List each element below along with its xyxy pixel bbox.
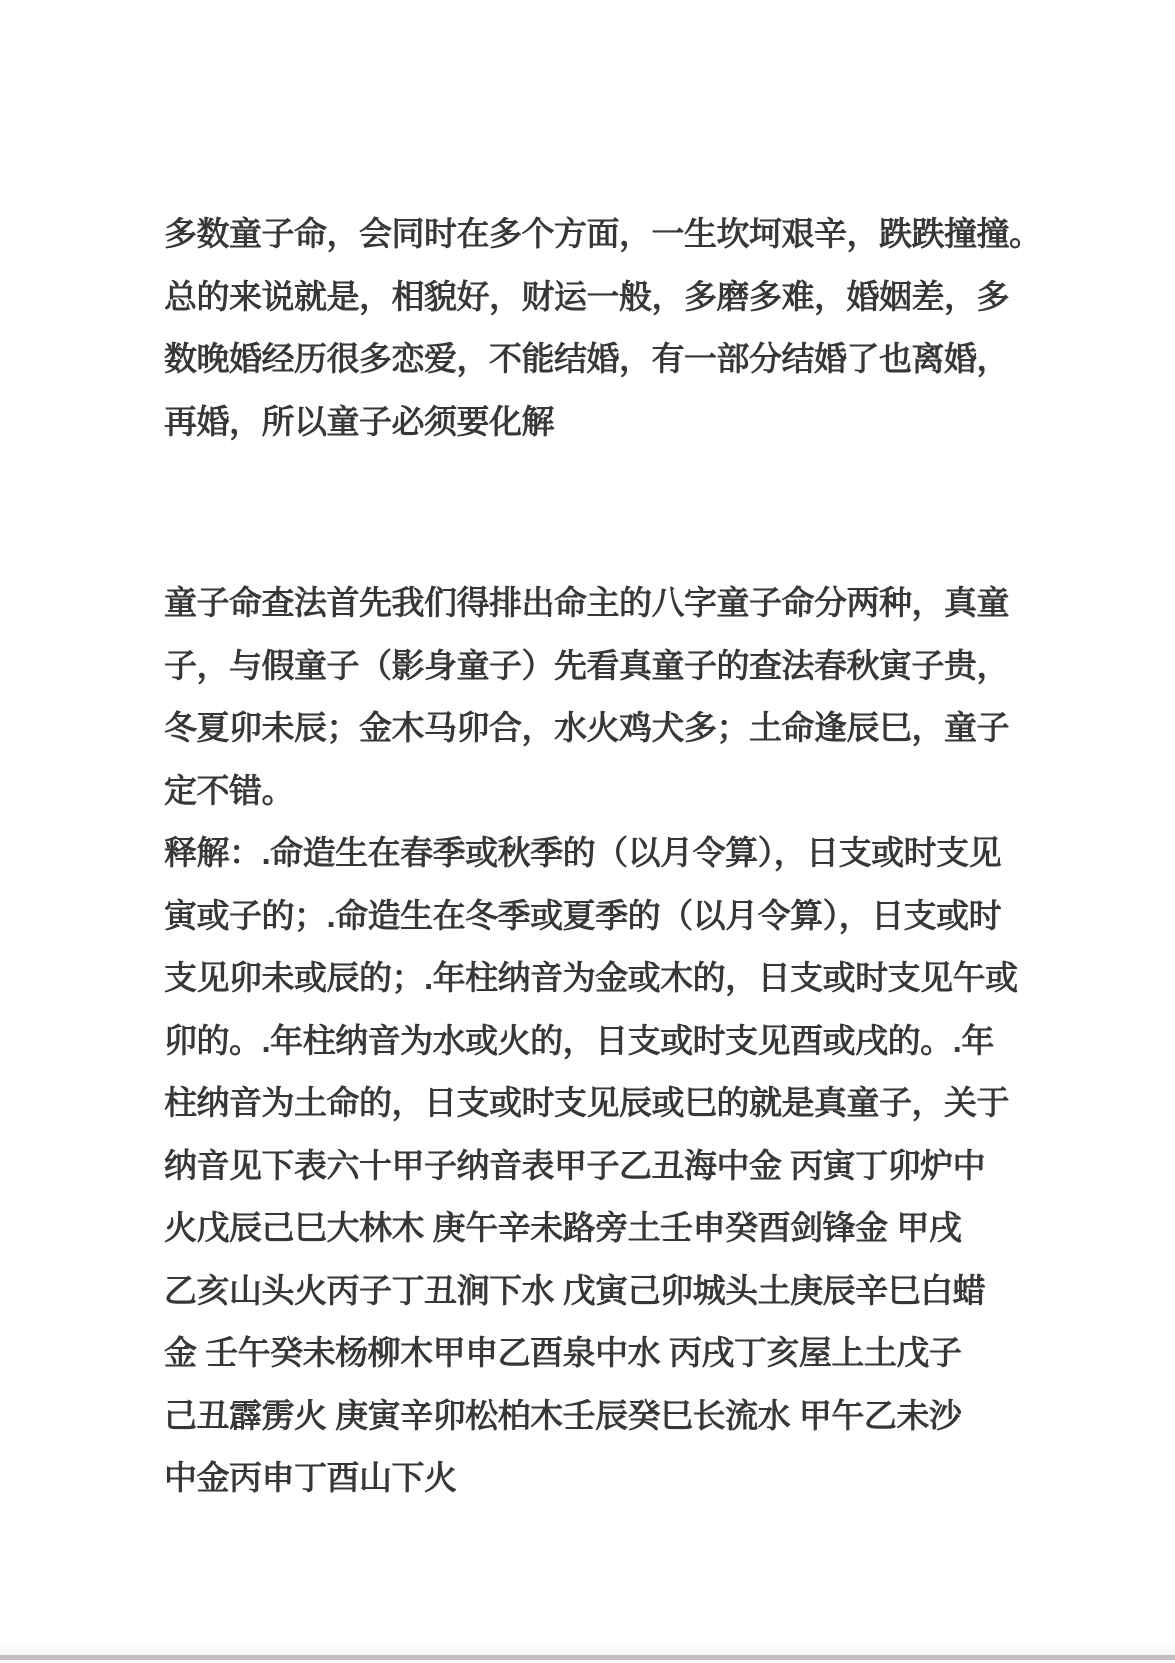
text-line: 纳音见下表六十甲子纳音表甲子乙丑海中金 丙寅丁卯炉中 [164,1146,986,1184]
text-line: 冬夏卯未辰；金木马卯合，水火鸡犬多；土命逢辰巳，童子 [164,709,1009,746]
text-line: 中金丙申丁酉山下火 [164,1459,457,1496]
paragraph-check-method [164,572,1044,822]
text-line: 火戊辰己巳大林木 庚午辛未路旁土壬申癸酉剑锋金 甲戌 [164,1209,962,1246]
text-line: 支见卯未或辰的；.年柱纳音为金或木的，日支或时支见午或 [164,959,1018,996]
text-line: 金 壬午癸未杨柳木甲申乙酉泉中水 丙戌丁亥屋上土戊子 [164,1334,962,1371]
text-line: 总的来说就是，相貌好，财运一般，多磨多难，婚姻差，多 [164,277,1009,315]
text-line: 子，与假童子（影身童子）先看真童子的查法春秋寅子贵， [164,646,1009,684]
text-line: 寅或子的；.命造生在冬季或夏季的（以月令算），日支或时 [164,896,1002,934]
text-line: 己丑霹雳火 庚寅辛卯松柏木壬辰癸巳长流水 甲午乙未沙 [164,1396,962,1434]
paragraph-explanation [164,822,1044,1510]
text-line: 再婚，所以童子必须要化解 [164,402,554,440]
text-line: 乙亥山头火丙子丁丑涧下水 戊寅己卯城头土庚辰辛巳白蜡 [164,1271,986,1309]
text-line: 释解：.命造生在春季或秋季的（以月令算），日支或时支见 [164,834,1002,871]
document-text [164,203,1044,1510]
page-edge-line [0,1655,1175,1660]
text-line: 数晚婚经历很多恋爱，不能结婚，有一部分结婚了也离婚， [164,340,1009,377]
text-line: 定不错。 [164,771,294,809]
text-line: 童子命查法首先我们得排出命主的八字童子命分两种，真童 [164,584,1009,621]
text-line: 柱纳音为土命的，日支或时支见辰或巳的就是真童子，关于 [164,1084,1009,1121]
paragraph-summary [164,203,1044,453]
page-bottom-fade [0,1641,1175,1655]
text-line: 多数童子命，会同时在多个方面，一生坎坷艰辛，跌跌撞撞。 [164,215,1042,252]
text-line: 卯的。.年柱纳音为水或火的，日支或时支见酉或戌的。.年 [164,1021,994,1059]
